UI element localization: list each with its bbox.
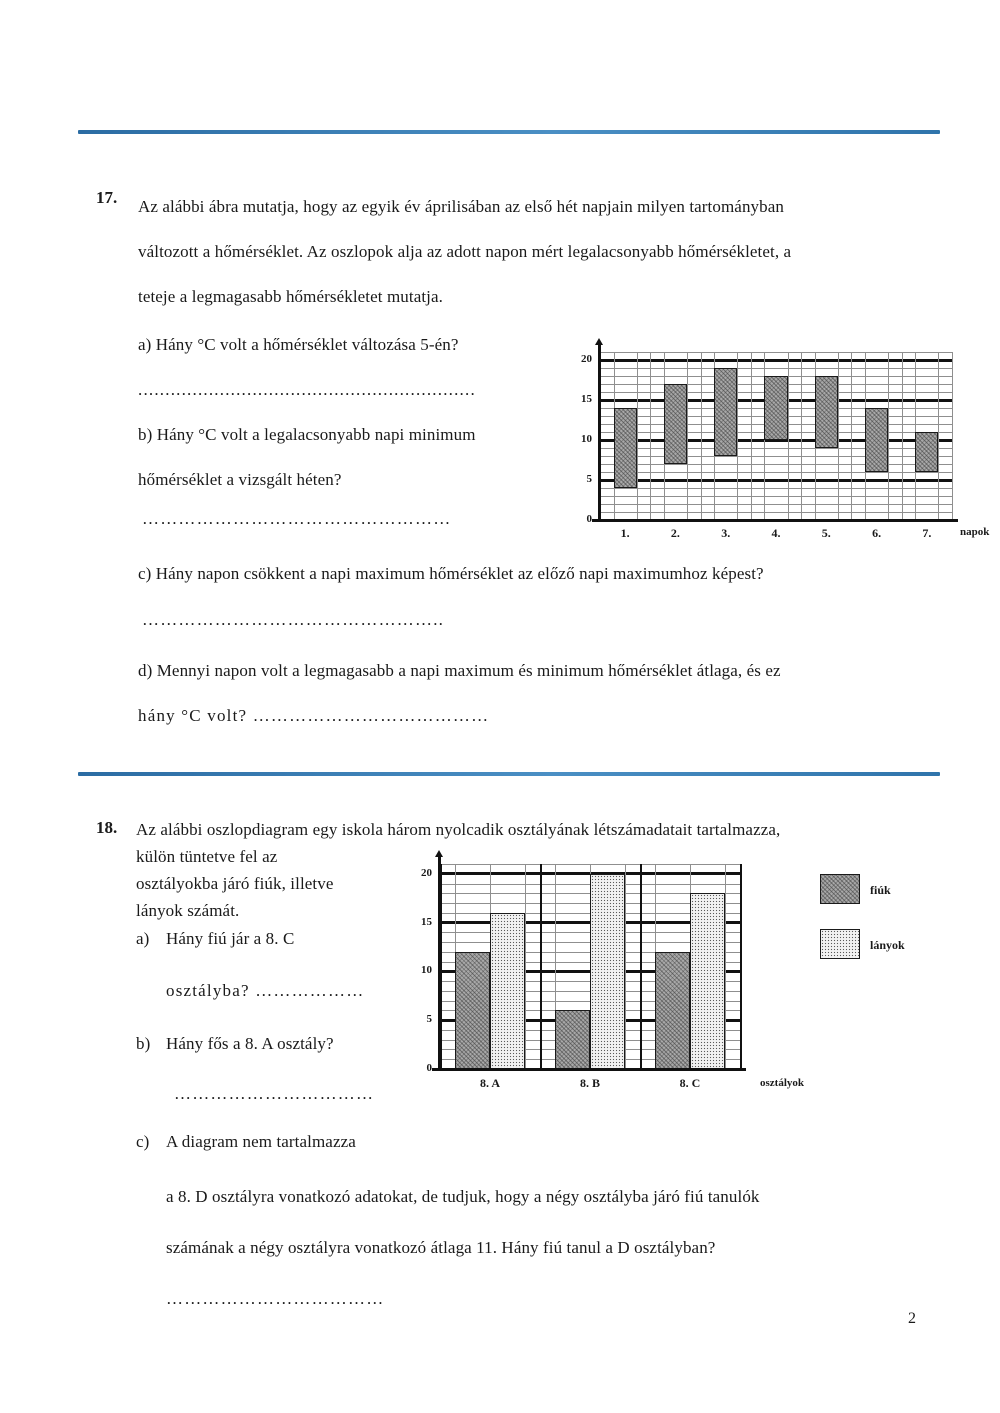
problem-18-answer-line-c[interactable]: ………………………………	[166, 1289, 385, 1308]
problem-18-question-c-line-1: A diagram nem tartalmazza	[166, 1132, 356, 1151]
legend-swatch-fiúk	[820, 874, 860, 904]
gridline-minor-3	[600, 496, 952, 497]
x-axis-tick-label-8B: 8. B	[579, 1076, 600, 1090]
y-axis	[438, 856, 441, 1071]
gridline-minor-1	[600, 512, 952, 513]
gridline-vertical-15	[788, 352, 789, 520]
gridline-vertical-1	[650, 352, 651, 520]
problem-18-number: 18.	[96, 818, 118, 837]
problem-18-answer-line-b[interactable]: ……………………………	[174, 1084, 375, 1103]
y-axis-tick-label-20: 20	[421, 866, 432, 879]
bar-day-7	[915, 432, 938, 472]
bar-8a-lányok	[490, 913, 525, 1069]
gridline-vertical-3	[751, 352, 752, 520]
problem-17-answer-line-b[interactable]: ……………………………………………	[142, 509, 452, 528]
y-axis-arrow-icon	[595, 338, 603, 345]
x-axis-tick-label-5: 5.	[821, 526, 831, 540]
problem-17-question-a: a) Hány °C volt a hőmérséklet változása 5-én?	[138, 335, 459, 354]
gridline-major-5	[600, 479, 952, 482]
gridline-vertical-6	[902, 352, 903, 520]
gridline-minor-19	[600, 368, 952, 369]
problem-17-question-b-line-1: b) Hány °C volt a legalacsonyabb napi minimum	[138, 425, 476, 444]
gridline-vertical-2	[640, 864, 642, 1069]
problem-18-question-b-line-1: Hány fős a 8. A osztály?	[166, 1034, 334, 1053]
y-axis-tick-label-10: 10	[421, 964, 432, 977]
plot-area	[440, 864, 740, 1069]
y-axis-arrow-icon	[435, 850, 443, 857]
bar-day-1	[614, 408, 637, 488]
y-axis-tick-label-20: 20	[581, 353, 592, 365]
x-axis-tick-label-4: 4.	[771, 526, 781, 540]
temperature-range-chart	[556, 338, 990, 543]
gridline-minor-2	[600, 504, 952, 505]
y-axis-tick-label-15: 15	[421, 915, 432, 928]
gridline-minor-21	[600, 352, 952, 353]
y-axis-tick-label-15: 15	[581, 393, 592, 405]
x-axis-tick-label-8A: 8. A	[479, 1076, 500, 1090]
x-axis-tick-label-1: 1.	[620, 526, 630, 540]
x-axis-title: napok	[960, 526, 990, 538]
divider-rule-middle	[78, 772, 940, 776]
bar-day-6	[865, 408, 888, 472]
gridline-vertical-17	[838, 352, 839, 520]
y-axis-tick-label-5: 5	[586, 473, 592, 485]
problem-18-question-a-line-1: Hány fiú jár a 8. C	[166, 929, 295, 948]
x-axis-tick-label-3: 3.	[721, 526, 731, 540]
gridline-vertical-9	[625, 864, 626, 1069]
gridline-vertical-3	[740, 864, 742, 1069]
gridline-vertical-7	[952, 352, 953, 520]
problem-18-intro-line-2: külön tüntetve fel az	[136, 847, 278, 866]
problem-17-question-d-line-1: d) Mennyi napon volt a legmagasabb a napi maximum és minimum hőmérséklet átlaga, és ez	[138, 661, 781, 680]
bar-day-4	[764, 376, 787, 440]
gridline-minor-8	[600, 456, 952, 457]
bar-day-5	[815, 376, 838, 448]
x-axis	[592, 519, 958, 522]
problem-18-question-b-marker: b)	[136, 1034, 151, 1053]
problem-17-question-c: c) Hány napon csökkent a napi maximum hőmérséklet az előző napi maximumhoz képest?	[138, 564, 764, 583]
y-axis-tick-label-5: 5	[426, 1013, 432, 1026]
bar-8c-fiúk	[655, 952, 690, 1069]
divider-rule-top	[78, 130, 940, 134]
problem-17-answer-line-a[interactable]: ..............................................................	[138, 380, 476, 399]
gridline-vertical-19	[888, 352, 889, 520]
legend-swatch-lányok	[820, 929, 860, 959]
bar-8c-lányok	[690, 893, 725, 1069]
problem-18-question-a-marker: a)	[136, 929, 150, 948]
problem-18-intro-line-1: Az alábbi oszlopdiagram egy iskola három nyolcadik osztályának létszámadatait tartalmazza,	[136, 820, 781, 839]
gridline-vertical-6	[525, 864, 526, 1069]
gridline-vertical-9	[637, 352, 638, 520]
y-axis-tick-label-10: 10	[581, 433, 592, 445]
gridline-major-20	[600, 359, 952, 362]
y-axis-tick-label-0: 0	[426, 1062, 432, 1074]
bar-8b-lányok	[590, 874, 625, 1069]
problem-17-answer-line-c[interactable]: …………………………………………..	[142, 610, 445, 629]
problem-18-intro-line-3: osztályokba járó fiúk, illetve	[136, 874, 334, 893]
y-axis-tick-label-0: 0	[586, 513, 592, 525]
problem-18-question-c-line-2: a 8. D osztályra vonatkozó adatokat, de tudjuk, hogy a négy osztályba járó fiú tanulók	[166, 1187, 760, 1206]
problem-17-number: 17.	[96, 188, 118, 207]
legend-label-fiúk: fiúk	[870, 883, 891, 897]
x-axis-title: osztályok	[760, 1077, 804, 1089]
bar-8a-fiúk	[455, 952, 490, 1069]
x-axis-tick-label-2: 2.	[670, 526, 680, 540]
gridline-vertical-4	[801, 352, 802, 520]
x-axis-tick-label-8C: 8. C	[679, 1076, 701, 1090]
plot-area	[600, 352, 952, 520]
problem-18-question-c-marker: c)	[136, 1132, 150, 1151]
page-number: 2	[908, 1310, 916, 1327]
gridline-vertical-11	[687, 352, 688, 520]
y-axis	[598, 344, 601, 522]
gridline-vertical-1	[540, 864, 542, 1069]
gridline-vertical-2	[701, 352, 702, 520]
problem-18-answer-line-a[interactable]: osztályba? ………………	[166, 981, 365, 1000]
class-headcount-chart	[400, 852, 905, 1092]
bar-day-2	[664, 384, 687, 464]
gridline-minor-9	[600, 448, 952, 449]
bar-8b-fiúk	[555, 1010, 590, 1069]
problem-17-question-b-line-2: hőmérséklet a vizsgált héten?	[138, 470, 342, 489]
bar-day-3	[714, 368, 737, 456]
problem-17-intro-line-1: Az alábbi ábra mutatja, hogy az egyik év áprilisában az első hét napjain milyen tartományban	[138, 197, 784, 216]
problem-17-intro-line-2: változott a hőmérséklet. Az oszlopok alja az adott napon mért legalacsonyabb hőmérsékletet, a	[138, 242, 792, 261]
x-axis-tick-label-6: 6.	[872, 526, 882, 540]
gridline-minor-4	[600, 488, 952, 489]
x-axis	[432, 1068, 746, 1071]
problem-17-intro-line-3: teteje a legmagasabb hőmérsékletet mutatja.	[138, 287, 443, 306]
gridline-vertical-12	[725, 864, 726, 1069]
gridline-minor-7	[600, 464, 952, 465]
problem-18-intro-line-4: lányok számát.	[136, 901, 240, 920]
gridline-minor-6	[600, 472, 952, 473]
x-axis-tick-label-7: 7.	[922, 526, 932, 540]
gridline-vertical-5	[851, 352, 852, 520]
problem-17-question-d-line-2[interactable]: hány °C volt? …………………………………	[138, 706, 490, 725]
legend-label-lányok: lányok	[870, 938, 905, 952]
problem-18-question-c-line-3: számának a négy osztályra vonatkozó átlaga 11. Hány fiú tanul a D osztályban?	[166, 1238, 716, 1257]
